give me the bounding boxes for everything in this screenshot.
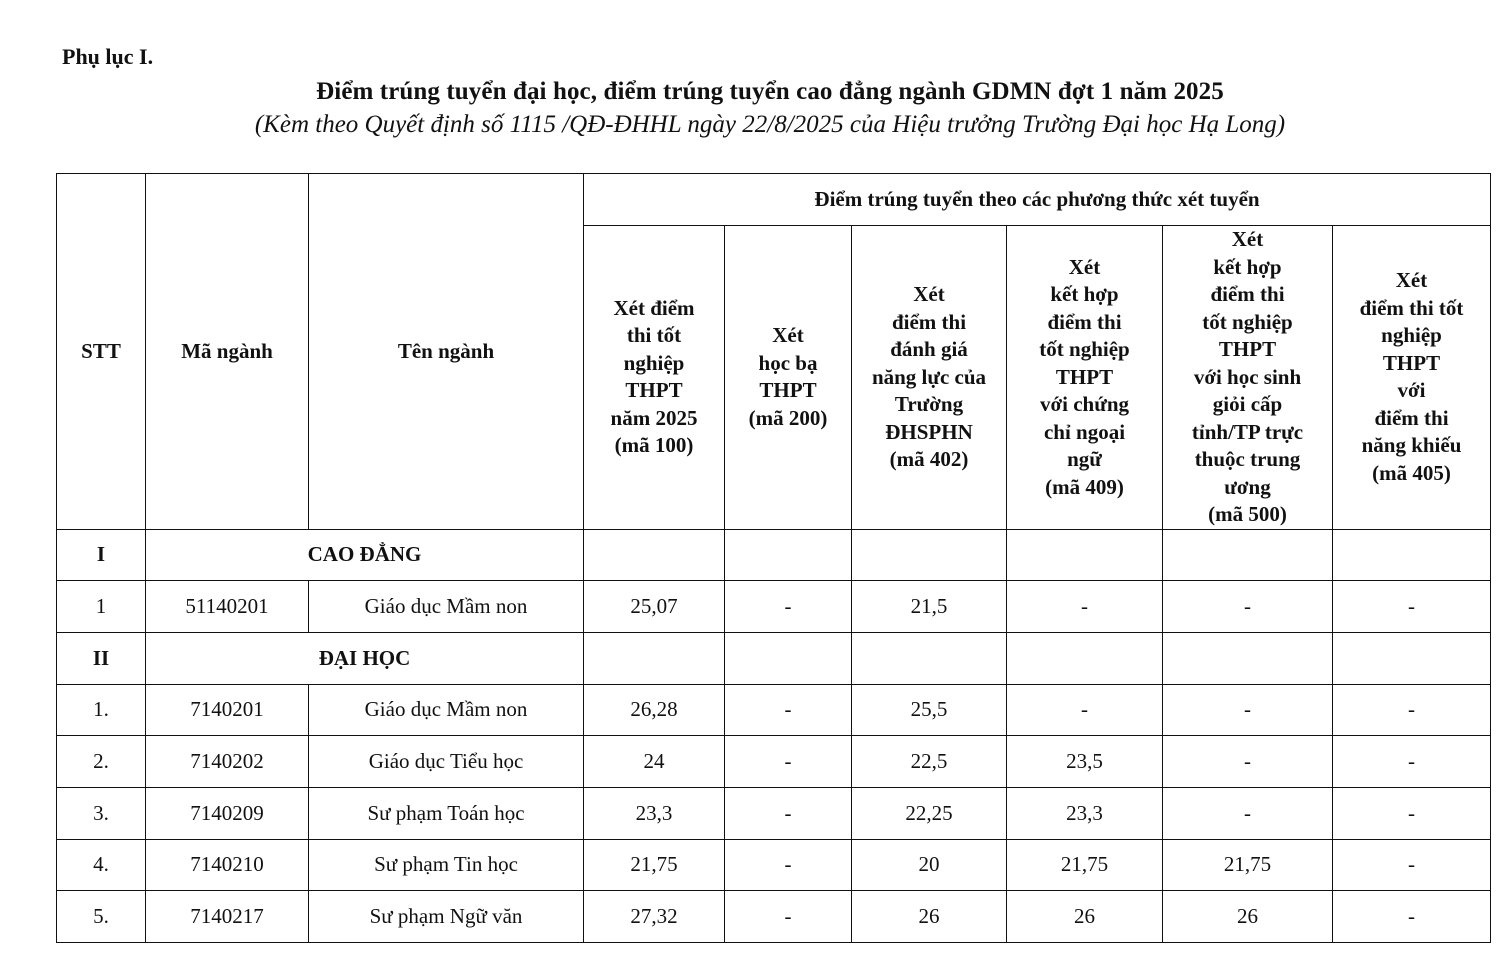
header-method-line: Xét xyxy=(1395,268,1428,293)
header-method-2 xyxy=(725,226,852,530)
header-method-line: giỏi cấp xyxy=(1212,392,1283,416)
header-method-line: (mã 100) xyxy=(614,433,694,458)
header-method-line: Xét xyxy=(1068,254,1101,279)
header-method-line: thi tốt xyxy=(626,323,682,348)
row-major-name: Giáo dục Mầm non xyxy=(309,684,584,736)
row-score-method-6: - xyxy=(1333,736,1491,788)
header-major-code: Mã ngành xyxy=(146,174,309,530)
header-method-line: (mã 402) xyxy=(889,447,969,471)
row-major-name: Sư phạm Ngữ văn xyxy=(309,891,584,943)
header-method-line: học bạ xyxy=(758,350,818,375)
row-score-method-5: 26 xyxy=(1163,891,1333,943)
header-method-line: ĐHSPHN xyxy=(885,419,973,444)
row-score-method-5: - xyxy=(1163,787,1333,839)
row-score-method-4: 23,3 xyxy=(1007,787,1163,839)
section-number: I xyxy=(57,529,146,581)
row-score-method-2: - xyxy=(725,581,852,633)
header-method-line: điểm thi xyxy=(891,309,967,334)
row-score-method-4: 21,75 xyxy=(1007,839,1163,891)
header-method-line: Xét xyxy=(772,323,804,348)
row-stt: 1. xyxy=(57,684,146,736)
table-row xyxy=(57,736,1491,788)
header-method-line: (mã 405) xyxy=(1372,460,1451,485)
row-major-code: 7140201 xyxy=(146,684,309,736)
row-score-method-6: - xyxy=(1333,839,1491,891)
header-method-line: THPT xyxy=(759,378,817,403)
header-method-line: THPT xyxy=(625,378,683,403)
row-major-code: 7140210 xyxy=(146,839,309,891)
header-stt: STT xyxy=(57,174,146,530)
header-method-line: đánh giá xyxy=(890,337,968,361)
section-title: ĐẠI HỌC xyxy=(146,632,584,684)
empty-cell xyxy=(725,529,852,581)
row-major-name: Giáo dục Tiểu học xyxy=(309,736,584,788)
row-stt: 3. xyxy=(57,787,146,839)
row-score-method-1: 23,3 xyxy=(584,787,725,839)
table-row xyxy=(57,839,1491,891)
header-method-line: THPT xyxy=(1382,350,1441,375)
empty-cell xyxy=(725,632,852,684)
row-score-method-6: - xyxy=(1333,787,1491,839)
empty-cell xyxy=(852,529,1007,581)
header-method-line: Xét xyxy=(913,282,945,306)
empty-cell xyxy=(1007,529,1163,581)
row-score-method-4: - xyxy=(1007,684,1163,736)
row-score-method-1: 26,28 xyxy=(584,684,725,736)
header-method-line: điểm thi xyxy=(1047,309,1122,334)
row-score-method-6: - xyxy=(1333,684,1491,736)
header-method-line: ngữ xyxy=(1067,447,1102,471)
header-method-line: điểm thi xyxy=(1210,282,1285,306)
empty-cell xyxy=(1163,632,1333,684)
empty-cell xyxy=(1007,632,1163,684)
row-score-method-5: - xyxy=(1163,684,1333,736)
table-row xyxy=(57,684,1491,736)
header-method-1 xyxy=(584,226,725,530)
header-method-line: kết hợp xyxy=(1050,282,1119,306)
header-method-line: Trường xyxy=(894,392,964,416)
row-score-method-1: 21,75 xyxy=(584,839,725,891)
document-subtitle: (Kèm theo Quyết định số 1115 /QĐ-ĐHHL ngày 22/8/2025 của Hiệu trưởng Trường Đại học Hạ Long) xyxy=(254,111,1286,138)
table-row xyxy=(57,891,1491,943)
row-score-method-4: - xyxy=(1007,581,1163,633)
row-major-code: 7140209 xyxy=(146,787,309,839)
header-method-line: với xyxy=(1397,378,1426,403)
row-stt: 1 xyxy=(57,581,146,633)
header-method-line: Xét điểm xyxy=(613,295,695,320)
header-method-line: điểm thi xyxy=(1374,405,1449,430)
header-method-line: nghiệp xyxy=(623,350,685,375)
header-method-line: (mã 500) xyxy=(1208,502,1287,526)
row-major-code: 7140202 xyxy=(146,736,309,788)
row-score-method-6: - xyxy=(1333,891,1491,943)
header-method-line: tỉnh/TP trực xyxy=(1191,419,1304,444)
header-method-line: năng khiếu xyxy=(1361,433,1462,458)
header-method-line: năng lực của xyxy=(871,364,987,389)
row-stt: 5. xyxy=(57,891,146,943)
row-score-method-5: - xyxy=(1163,581,1333,633)
row-score-method-2: - xyxy=(725,891,852,943)
header-method-line: thuộc trung xyxy=(1194,447,1301,471)
header-method-line: tốt nghiệp xyxy=(1202,309,1293,334)
header-method-4 xyxy=(1007,226,1163,530)
row-score-method-3: 21,5 xyxy=(852,581,1007,633)
appendix-label: Phụ lục I. xyxy=(62,44,154,69)
row-score-method-2: - xyxy=(725,736,852,788)
header-method-line: (mã 409) xyxy=(1045,474,1124,499)
row-score-method-2: - xyxy=(725,787,852,839)
row-stt: 2. xyxy=(57,736,146,788)
row-score-method-5: 21,75 xyxy=(1163,839,1333,891)
header-method-line: kết hợp xyxy=(1213,254,1282,279)
row-major-code: 7140217 xyxy=(146,891,309,943)
header-method-line: điểm thi tốt xyxy=(1359,295,1464,320)
header-method-line: năm 2025 xyxy=(610,405,698,430)
header-method-3 xyxy=(852,226,1007,530)
header-method-line: THPT xyxy=(1055,364,1114,389)
row-score-method-4: 23,5 xyxy=(1007,736,1163,788)
row-score-method-1: 25,07 xyxy=(584,581,725,633)
row-score-method-1: 24 xyxy=(584,736,725,788)
header-method-6 xyxy=(1333,226,1491,530)
section-row xyxy=(57,632,1491,684)
empty-cell xyxy=(584,529,725,581)
section-title: CAO ĐẲNG xyxy=(146,529,584,581)
header-method-5 xyxy=(1163,226,1333,530)
row-score-method-6: - xyxy=(1333,581,1491,633)
row-score-method-4: 26 xyxy=(1007,891,1163,943)
empty-cell xyxy=(584,632,725,684)
row-score-method-3: 26 xyxy=(852,891,1007,943)
header-method-line: với chứng xyxy=(1040,392,1129,416)
row-score-method-3: 22,5 xyxy=(852,736,1007,788)
row-score-method-3: 25,5 xyxy=(852,684,1007,736)
row-stt: 4. xyxy=(57,839,146,891)
header-method-line: với học sinh xyxy=(1193,364,1302,389)
empty-cell xyxy=(1163,529,1333,581)
document-title: Điểm trúng tuyển đại học, điểm trúng tuyển cao đẳng ngành GDMN đợt 1 năm 2025 xyxy=(316,78,1224,105)
empty-cell xyxy=(1333,632,1491,684)
header-method-line: nghiệp xyxy=(1381,323,1442,348)
row-score-method-1: 27,32 xyxy=(584,891,725,943)
header-method-line: tốt nghiệp xyxy=(1039,337,1130,361)
header-method-line: chỉ ngoại xyxy=(1043,419,1126,444)
row-major-name: Sư phạm Toán học xyxy=(309,787,584,839)
row-major-code: 51140201 xyxy=(146,581,309,633)
admission-scores-table xyxy=(56,173,1491,943)
row-score-method-5: - xyxy=(1163,736,1333,788)
header-method-line: THPT xyxy=(1218,337,1277,361)
row-score-method-3: 20 xyxy=(852,839,1007,891)
header-method-line: Xét xyxy=(1231,227,1264,251)
section-row xyxy=(57,529,1491,581)
header-method-line: ương xyxy=(1224,474,1271,499)
table-row xyxy=(57,787,1491,839)
table-row xyxy=(57,581,1491,633)
row-major-name: Sư phạm Tin học xyxy=(309,839,584,891)
section-number: II xyxy=(57,632,146,684)
row-major-name: Giáo dục Mầm non xyxy=(309,581,584,633)
empty-cell xyxy=(1333,529,1491,581)
header-method-group: Điểm trúng tuyển theo các phương thức xét tuyển xyxy=(584,174,1491,226)
row-score-method-3: 22,25 xyxy=(852,787,1007,839)
header-major-name: Tên ngành xyxy=(309,174,584,530)
header-method-line: (mã 200) xyxy=(748,405,828,430)
row-score-method-2: - xyxy=(725,839,852,891)
empty-cell xyxy=(852,632,1007,684)
row-score-method-2: - xyxy=(725,684,852,736)
